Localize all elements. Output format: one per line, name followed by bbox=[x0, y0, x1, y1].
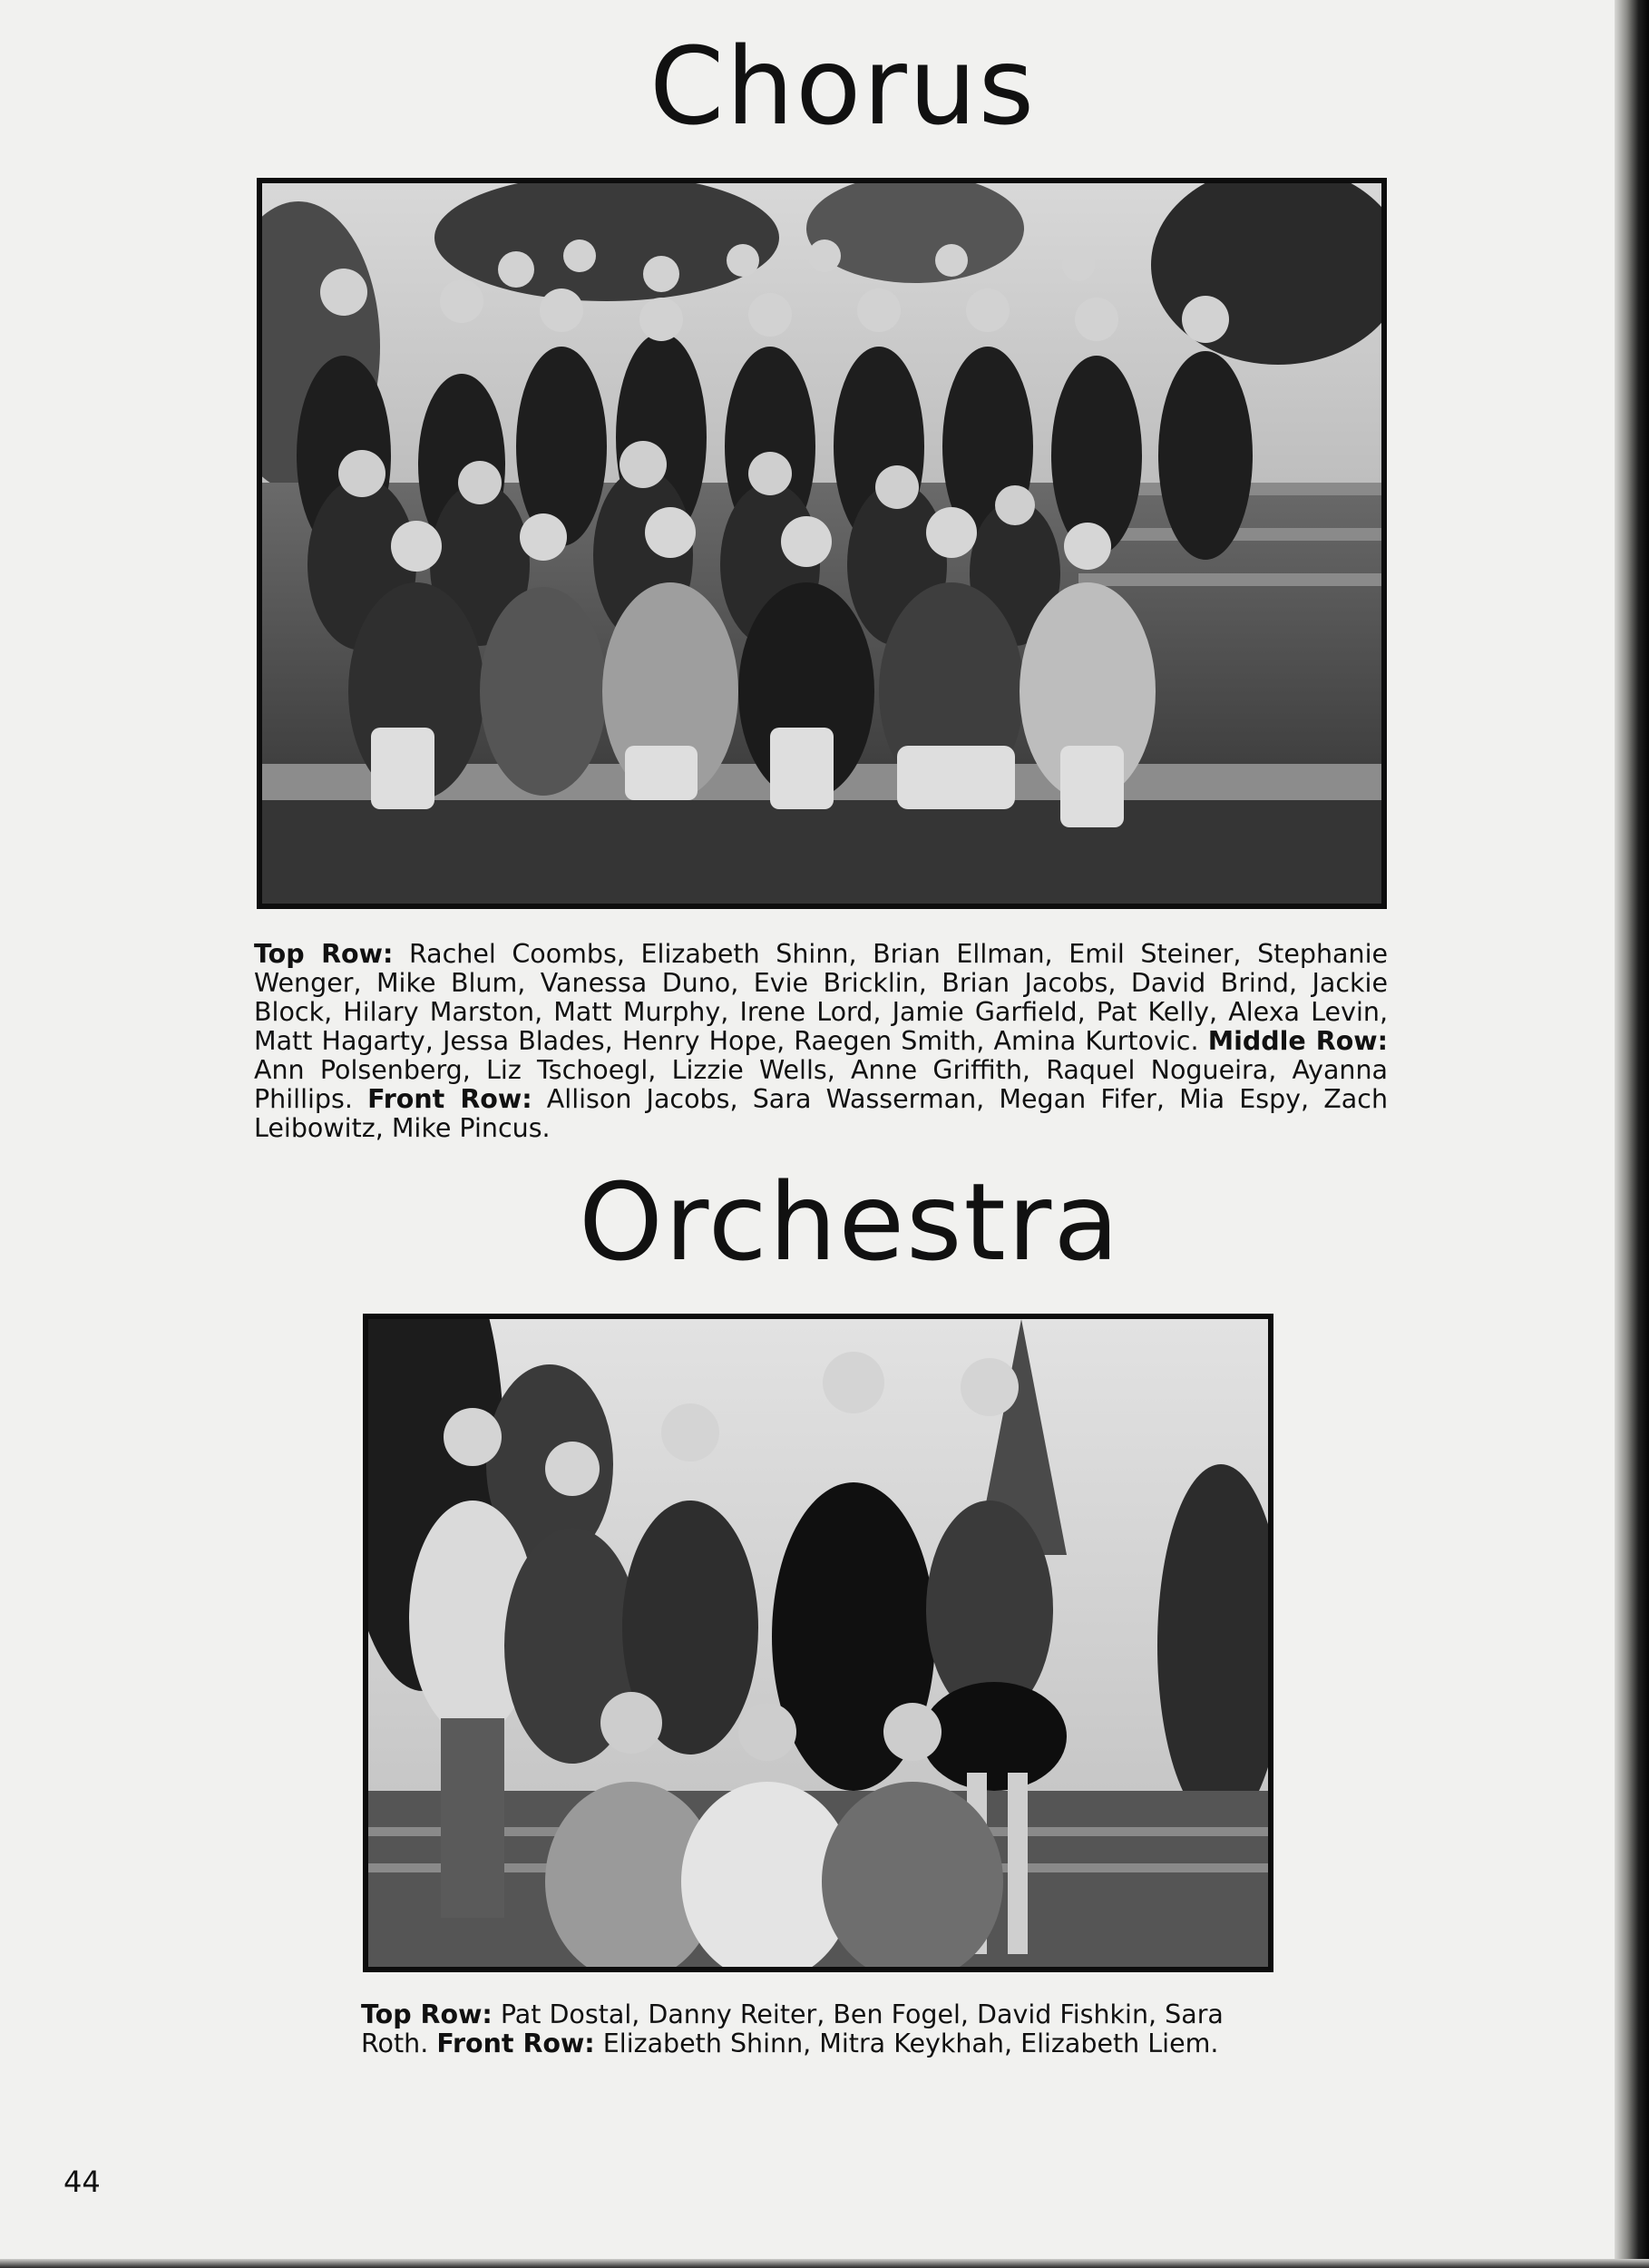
orchestra-title: Orchestra bbox=[579, 1159, 1121, 1285]
page-bottom-edge bbox=[0, 2259, 1649, 2268]
chorus-top-row-names: Rachel Coombs, Elizabeth Shinn, Brian Ellman, Emil Steiner, Stephanie Wenger, Mike Blum, Vanessa Duno, Evie Bricklin, Brian Jacobs, David Brind, Jackie Block, Hilary Marston, Matt Murphy, Irene Lord, Jamie Garfield, Pat Kelly, Alexa Levin, Matt Hagarty, Jessa Blades, Henry Hope, Raegen Smith, Amina Kurtovic. bbox=[254, 939, 1389, 1056]
chorus-group-photo bbox=[257, 178, 1387, 909]
chorus-top-row-label: Top Row: bbox=[254, 939, 394, 969]
page-binding-edge bbox=[1615, 0, 1649, 2268]
chorus-caption bbox=[254, 940, 1388, 1143]
orchestra-front-row-names: Elizabeth Shinn, Mitra Keykhah, Elizabeth Liem. bbox=[602, 2028, 1219, 2058]
chorus-front-row-label: Front Row: bbox=[367, 1084, 532, 1114]
orchestra-top-row-label: Top Row: bbox=[361, 1999, 493, 2029]
chorus-title: Chorus bbox=[649, 24, 1037, 149]
orchestra-front-row-label: Front Row: bbox=[436, 2028, 595, 2058]
page-number: 44 bbox=[63, 2165, 101, 2199]
orchestra-group-photo bbox=[363, 1314, 1273, 1972]
orchestra-photo-image bbox=[368, 1319, 1268, 1967]
chorus-middle-row-names: Ann Polsenberg, Liz Tschoegl, Lizzie Wells, Anne Griffith, Raquel Nogueira, Ayanna Phillips. bbox=[254, 1055, 1388, 1114]
orchestra-top-row-names: Pat Dostal, Danny Reiter, Ben Fogel, David Fishkin, Sara Roth. bbox=[361, 1999, 1224, 2058]
chorus-middle-row-label: Middle Row: bbox=[1207, 1026, 1388, 1056]
chorus-photo-image bbox=[262, 183, 1381, 904]
chorus-front-row-names: Allison Jacobs, Sara Wasserman, Megan Fifer, Mia Espy, Zach Leibowitz, Mike Pincus. bbox=[254, 1084, 1389, 1143]
orchestra-caption bbox=[361, 2000, 1277, 2058]
